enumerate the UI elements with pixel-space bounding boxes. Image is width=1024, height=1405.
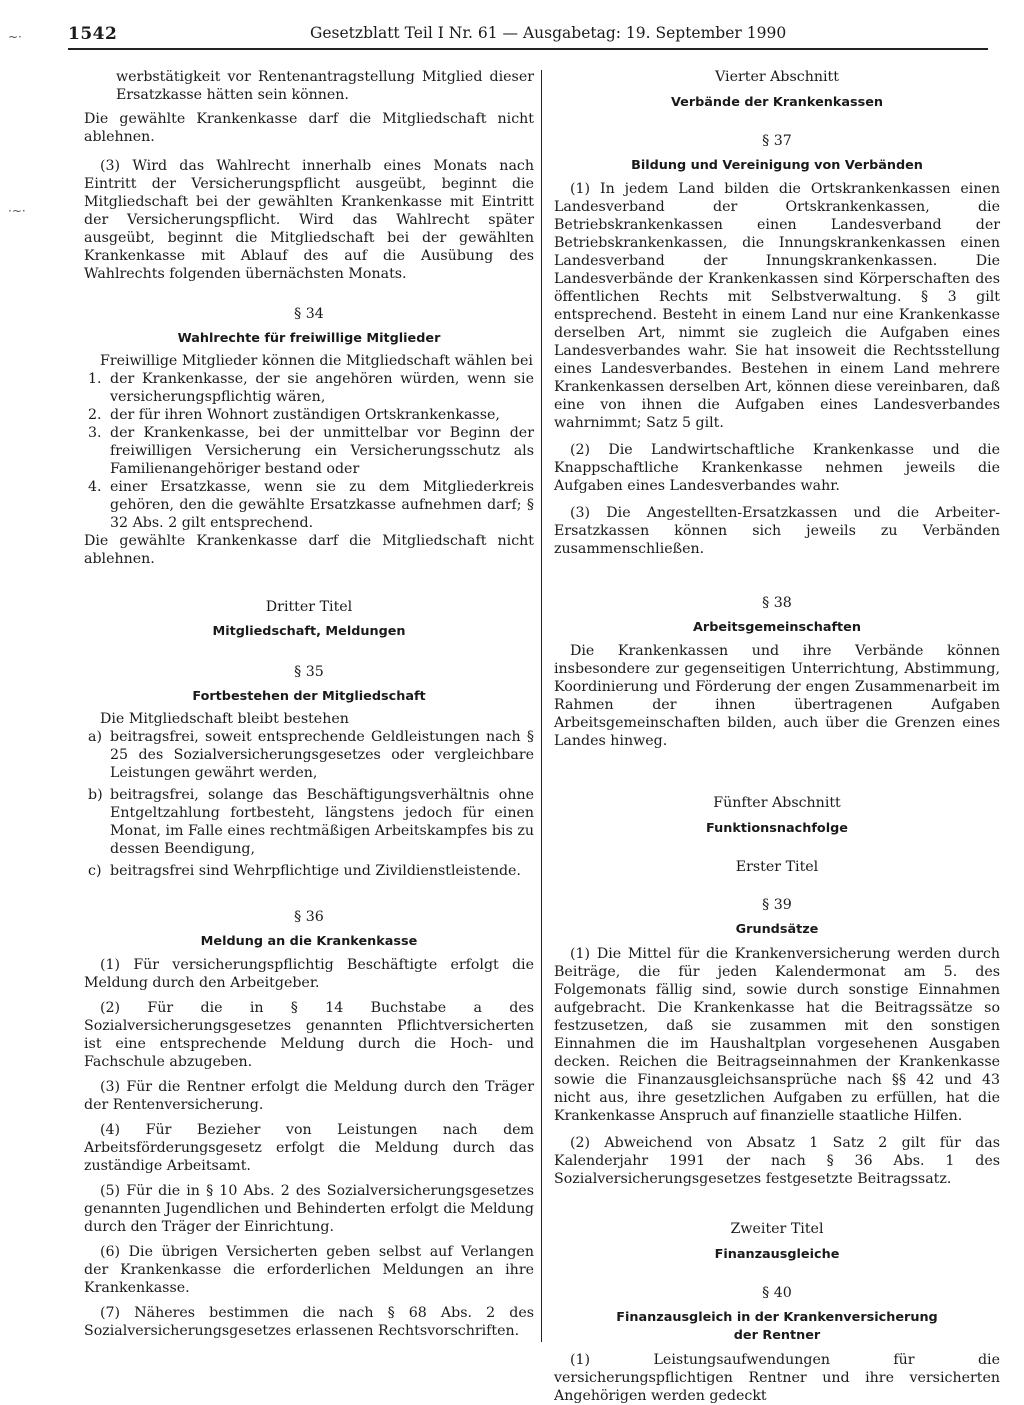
paragraph: (2) Für die in § 14 Buchstabe a des Sozialversicherungsgesetzes genannten Pflichtversicherten ist eine entsprechende Meldung durch die Hoch- und Fachschule abzugeben. [84, 1000, 534, 1070]
section-number: § 35 [294, 664, 324, 680]
list-item [84, 728, 534, 782]
title-label: Erster Titel [735, 859, 819, 875]
list-marker: 2. [88, 407, 102, 423]
paragraph: (7) Näheres bestimmen die nach § 68 Abs. 2 des Sozialversicherungsgesetzes erlassenen Rechtsvorschriften. [84, 1305, 534, 1339]
list-text: einer Ersatzkasse, wenn sie zu dem Mitgliederkreis gehören, den die gewählte Ersatzkasse aufnehmen darf; § 32 Abs. 2 gilt entsprechend. [110, 479, 534, 531]
page-header [68, 22, 988, 50]
part-heading: Verbände der Krankenkassen [670, 95, 884, 110]
page-number: 1542 [68, 24, 118, 44]
section-number: § 40 [762, 1285, 792, 1301]
part-label: Fünfter Abschnitt [713, 795, 841, 811]
paragraph: (1) Für versicherungspflichtig Beschäftigte erfolgt die Meldung durch den Arbeitgeber. [84, 957, 534, 991]
lettered-list [84, 728, 534, 880]
gazette-title: Gesetzblatt Teil I Nr. 61 — Ausgabetag: 19. September 1990 [310, 24, 787, 42]
left-column [84, 68, 534, 1340]
scan-mark: ·~· [8, 204, 26, 218]
paragraph: Die gewählte Krankenkasse darf die Mitgliedschaft nicht ablehnen. [84, 533, 534, 567]
list-marker: 4. [88, 479, 102, 495]
paragraph: (4) Für Bezieher von Leistungen nach dem Arbeitsförderungsgesetz erfolgt die Meldung durch das zuständige Arbeitsamt. [84, 1122, 534, 1174]
paragraph: Die Krankenkassen und ihre Verbände können insbesondere zur gegenseitigen Unterrichtung, Abstimmung, Koordinierung und Förderung der engen Zusammenarbeit im Rahmen der ihnen übertragenen Aufgaben Arbeitsgemeinschaften bilden, auch über die Grenzen eines Landes hinweg. [554, 643, 1000, 749]
list-text: der Krankenkasse, der sie angehören würden, wenn sie versicherungspflichtig wären, [110, 371, 534, 405]
list-marker: 3. [88, 425, 102, 441]
section-title: Fortbestehen der Mitgliedschaft [192, 689, 426, 704]
section-title: Wahlrechte für freiwillige Mitglieder [177, 331, 441, 346]
section-title: Bildung und Vereinigung von Verbänden [631, 158, 923, 173]
section-title: Arbeitsgemeinschaften [693, 620, 861, 635]
list-text: der für ihren Wohnort zuständigen Ortskrankenkasse, [110, 407, 500, 423]
section-number: § 36 [294, 909, 324, 925]
list-item [84, 406, 534, 424]
section-title: Meldung an die Krankenkasse [200, 934, 418, 949]
section-number: § 39 [762, 897, 792, 913]
paragraph: Freiwillige Mitglieder können die Mitgliedschaft wählen bei [100, 353, 533, 369]
title-heading: Mitgliedschaft, Meldungen [212, 624, 406, 639]
continuation-text: werbstätigkeit vor Rentenantragstellung Mitglied dieser Ersatzkasse hätten sein können. [116, 69, 534, 103]
list-marker: b) [88, 787, 103, 803]
paragraph: (1) Leistungsaufwendungen für die versicherungspflichtigen Rentner und ihre versicherten Angehörigen werden gedeckt [554, 1352, 1000, 1404]
paragraph: (1) Die Mittel für die Krankenversicherung werden durch Beiträge, die für jeden Kalendermonat am 5. des Folgemonats fällig sind, sowie durch sonstige Einnahmen aufgebracht. Die Krankenkasse hat die Beitragssätze so festzusetzen, daß sie zusammen mit den sonstigen Einnahmen die im Haushaltplan vorgesehenen Ausgaben decken. Reichen die Beitragseinnahmen der Krankenkasse sowie die Finanzausgleichsansprüche nach §§ 42 und 43 nicht aus, ihre gesetzlichen Aufgaben zu erfüllen, hat die Krankenkasse Anspruch auf finanzielle staatliche Hilfen. [554, 946, 1000, 1124]
list-marker: c) [88, 863, 102, 879]
column-divider [541, 70, 542, 1342]
list-item [84, 862, 534, 880]
list-marker: a) [88, 729, 102, 745]
numbered-list [84, 370, 534, 532]
paragraph: (5) Für die in § 10 Abs. 2 des Sozialversicherungsgesetzes genannten Jugendlichen und Behinderten erfolgt die Meldung durch den Träger der Einrichtung. [84, 1183, 534, 1235]
list-item [84, 370, 534, 406]
paragraph: (2) Abweichend von Absatz 1 Satz 2 gilt für das Kalenderjahr 1991 der nach § 36 Abs. 1 des Sozialversicherungsgesetzes festgesetzte Beitragssatz. [554, 1135, 1000, 1187]
title-label: Dritter Titel [265, 599, 353, 615]
paragraph: (3) Die Angestellten-Ersatzkassen und die Arbeiter-Ersatzkassen können sich jeweils zu Verbänden zusammenschließen. [554, 505, 1000, 557]
paragraph: (6) Die übrigen Versicherten geben selbst auf Verlangen der Krankenkasse die erforderlichen Meldungen an ihre Krankenkasse. [84, 1244, 534, 1296]
list-item [84, 424, 534, 478]
list-text: beitragsfrei sind Wehrpflichtige und Zivildienstleistende. [110, 863, 521, 879]
paragraph: (3) Wird das Wahlrecht innerhalb eines Monats nach Eintritt der Versicherungspflicht ausgeübt, beginnt die Mitgliedschaft bei der gewählten Krankenkasse mit Eintritt der Versicherungspflicht. Wird das Wahlrecht später ausgeübt, beginnt die Mitgliedschaft bei der gewählten Krankenkasse mit Ablauf des auf die Ausübung des Wahlrechts folgenden übernächsten Monats. [84, 158, 534, 282]
part-label: Vierter Abschnitt [715, 69, 839, 85]
continuation-text: Die gewählte Krankenkasse darf die Mitgliedschaft nicht ablehnen. [84, 111, 534, 145]
list-text: der Krankenkasse, bei der unmittelbar vor Beginn der freiwilligen Versicherung ein Versicherungsschutz als Familienangehöriger bestand oder [110, 425, 534, 477]
list-item [84, 786, 534, 858]
section-title: Finanzausgleich in der Krankenversicherung der Rentner [616, 1310, 938, 1343]
section-title: Grundsätze [735, 922, 819, 937]
paragraph: (1) In jedem Land bilden die Ortskrankenkassen einen Landesverband der Ortskrankenkassen, die Betriebskrankenkassen einen Landesverband der Betriebskrankenkassen, die Innungskrankenkassen einen Landesverband der Innungskrankenkassen. Die Landesverbände der Krankenkassen sind Körperschaften des öffentlichen Rechts mit Selbstverwaltung. § 3 gilt entsprechend. Besteht in einem Land nur eine Krankenkasse derselben Art, nimmt sie zugleich die Aufgaben eines Landesverbandes wahr. Sie hat insoweit die Rechtsstellung eines Landesverbandes. Bestehen in einem Land mehrere Krankenkassen derselben Art, können diese vereinbaren, daß eine von ihnen die Aufgaben eines Landesverbandes wahrnimmt; Satz 5 gilt. [554, 181, 1000, 431]
list-text: beitragsfrei, solange das Beschäftigungsverhältnis ohne Entgeltzahlung fortbesteht, längstens jedoch für einen Monat, im Falle eines rechtmäßigen Arbeitskampfes bis zu dessen Beendigung, [110, 787, 534, 857]
part-heading: Funktionsnachfolge [706, 821, 848, 836]
list-item [84, 478, 534, 532]
list-text: beitragsfrei, soweit entsprechende Geldleistungen nach § 25 des Sozialversicherungsgesetzes oder vergleichbare Leistungen gewährt werden, [110, 729, 534, 781]
section-number: § 34 [294, 306, 324, 322]
list-marker: 1. [88, 371, 102, 387]
section-number: § 38 [762, 595, 792, 611]
right-column [554, 68, 1000, 1405]
paragraph: Die Mitgliedschaft bleibt bestehen [100, 711, 349, 727]
title-heading: Finanzausgleiche [714, 1247, 840, 1262]
section-number: § 37 [762, 133, 792, 149]
scan-mark: ~· [8, 30, 22, 44]
paragraph: (2) Die Landwirtschaftliche Krankenkasse und die Knappschaftliche Krankenkasse nehmen jeweils die Aufgaben eines Landesverbandes wahr. [554, 442, 1000, 494]
title-label: Zweiter Titel [730, 1221, 824, 1237]
paragraph: (3) Für die Rentner erfolgt die Meldung durch den Träger der Rentenversicherung. [84, 1079, 534, 1113]
